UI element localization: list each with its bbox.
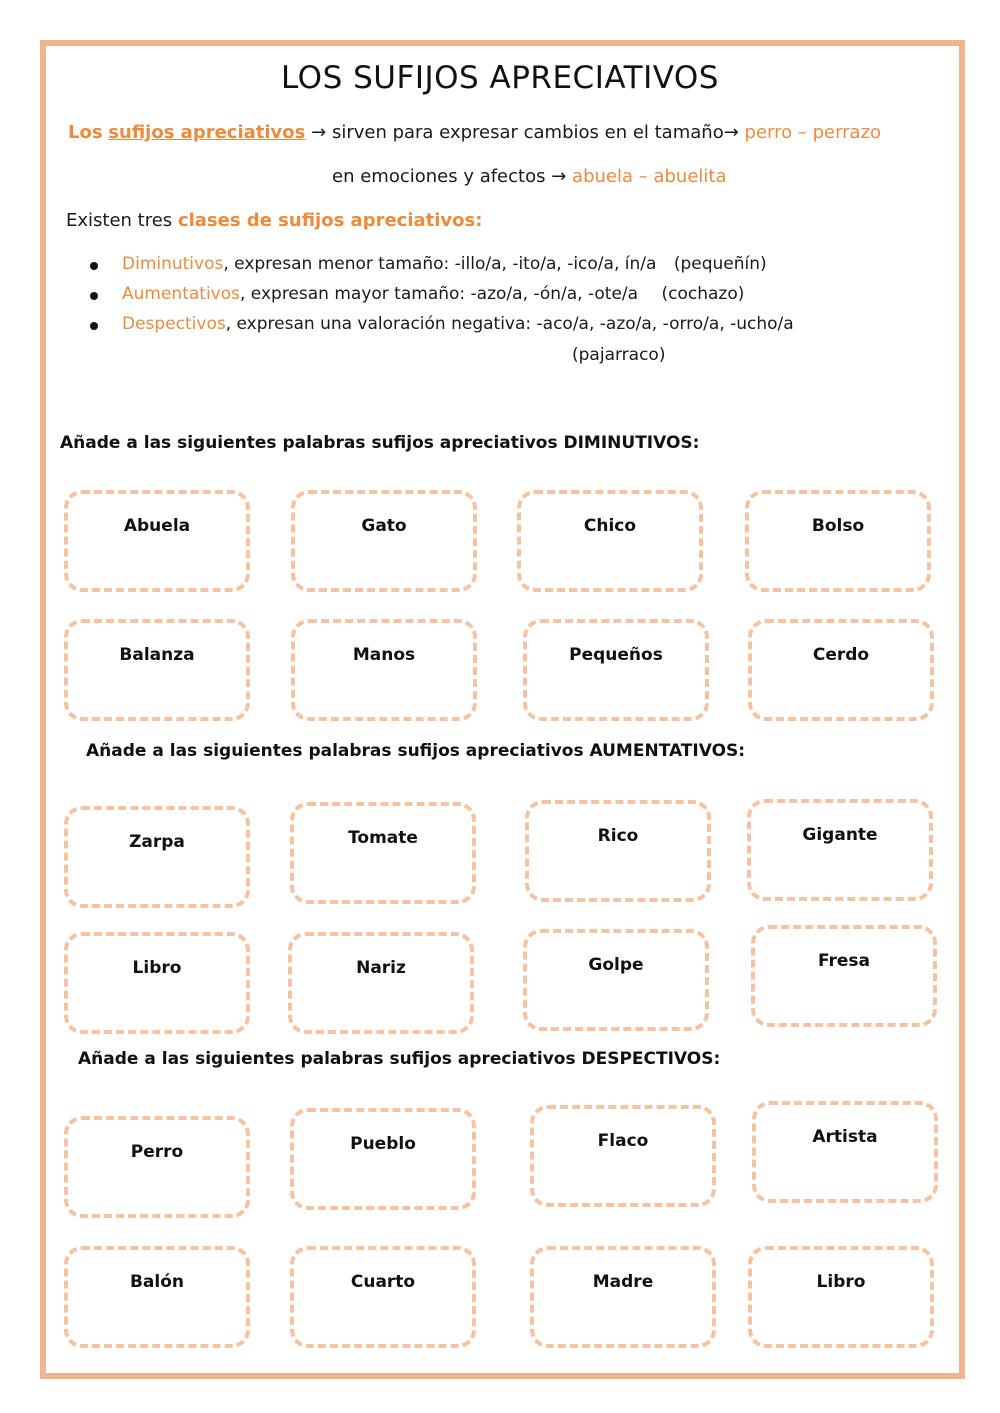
bullet-despectivos [122, 314, 794, 334]
answer-card[interactable] [523, 619, 709, 721]
card-word: Gigante [802, 825, 878, 845]
answer-card[interactable] [64, 1116, 250, 1218]
card-word: Chico [583, 516, 637, 536]
answer-card[interactable] [525, 800, 711, 902]
card-word: Cuarto [350, 1272, 416, 1292]
arrow-icon: → [311, 122, 327, 143]
bullet-text: , expresan una valoración negativa: -aco/a, -azo/a, -orro/a, -ucho/a [225, 314, 794, 334]
answer-card[interactable] [291, 490, 477, 592]
intro-example-2: abuela – abuelita [572, 166, 727, 187]
card-word: Pueblo [350, 1134, 416, 1154]
bullet-name: Diminutivos [122, 254, 224, 274]
bullet-text: , expresan mayor tamaño: -azo/a, -ón/a, -ote/a [240, 284, 639, 304]
bullet-example: (pequeñín) [673, 254, 767, 274]
answer-card[interactable] [288, 932, 474, 1034]
answer-card[interactable] [290, 802, 476, 904]
section-heading-despectivos: Añade a las siguientes palabras sufijos apreciativos DESPECTIVOS: [78, 1049, 721, 1069]
card-word: Libro [132, 958, 182, 978]
answer-card[interactable] [64, 932, 250, 1034]
arrow-icon: → [723, 122, 739, 143]
card-word: Bolso [811, 516, 865, 536]
answer-card[interactable] [747, 799, 933, 901]
intro-text-1: sirven para expresar cambios en el tamaño [331, 122, 724, 143]
intro-text-2: en emociones y afectos [332, 166, 546, 187]
card-word: Cerdo [812, 645, 870, 665]
intro-example-1: perro – perrazo [744, 122, 882, 143]
card-word: Balanza [119, 645, 195, 665]
answer-card[interactable] [530, 1105, 716, 1207]
answer-card[interactable] [290, 1108, 476, 1210]
intro-line-1 [68, 122, 881, 143]
answer-card[interactable] [64, 1246, 250, 1348]
classes-line [66, 210, 482, 231]
section-heading-aumentativos: Añade a las siguientes palabras sufijos apreciativos AUMENTATIVOS: [86, 741, 746, 761]
bullet-icon [90, 262, 98, 270]
card-word: Abuela [123, 516, 191, 536]
bullet-example: (cochazo) [661, 284, 745, 304]
bullet-name: Despectivos [122, 314, 226, 334]
arrow-icon: → [551, 166, 567, 187]
card-word: Perro [130, 1142, 184, 1162]
answer-card[interactable] [291, 619, 477, 721]
card-word: Libro [816, 1272, 866, 1292]
bullet-name: Aumentativos [122, 284, 240, 304]
card-word: Golpe [588, 955, 644, 975]
answer-card[interactable] [290, 1246, 476, 1348]
answer-card[interactable] [748, 1246, 934, 1348]
answer-card[interactable] [752, 1101, 938, 1203]
intro-los: Los [68, 122, 103, 143]
answer-card[interactable] [745, 490, 931, 592]
card-word: Artista [812, 1127, 878, 1147]
card-word: Rico [597, 826, 639, 846]
answer-card[interactable] [751, 925, 937, 1027]
card-word: Flaco [597, 1131, 649, 1151]
bullet-icon [90, 322, 98, 330]
classes-prefix: Existen tres [66, 210, 173, 231]
bullet-text: , expresan menor tamaño: -illo/a, -ito/a, -ico/a, ín/a [223, 254, 657, 274]
card-word: Tomate [348, 828, 418, 848]
bullet-icon [90, 292, 98, 300]
card-word: Nariz [356, 958, 406, 978]
bullet-aumentativos [122, 284, 744, 304]
bullet-example-despectivos: (pajarraco) [572, 345, 666, 365]
answer-card[interactable] [523, 929, 709, 1031]
bullet-diminutivos [122, 254, 767, 274]
card-word: Zarpa [129, 832, 185, 852]
answer-card[interactable] [64, 619, 250, 721]
answer-card[interactable] [517, 490, 703, 592]
card-word: Fresa [817, 951, 871, 971]
answer-card[interactable] [64, 490, 250, 592]
answer-card[interactable] [748, 619, 934, 721]
card-word: Madre [592, 1272, 654, 1292]
card-word: Balón [129, 1272, 185, 1292]
section-heading-diminutivos: Añade a las siguientes palabras sufijos apreciativos DIMINUTIVOS: [60, 433, 700, 453]
page-title: LOS SUFIJOS APRECIATIVOS [281, 60, 719, 96]
card-word: Pequeños [569, 645, 663, 665]
intro-term: sufijos apreciativos [108, 122, 306, 143]
intro-line-2 [332, 166, 727, 187]
card-word: Gato [361, 516, 407, 536]
classes-highlight: clases de sufijos apreciativos: [177, 210, 483, 231]
answer-card[interactable] [64, 806, 250, 908]
answer-card[interactable] [530, 1246, 716, 1348]
card-word: Manos [352, 645, 416, 665]
